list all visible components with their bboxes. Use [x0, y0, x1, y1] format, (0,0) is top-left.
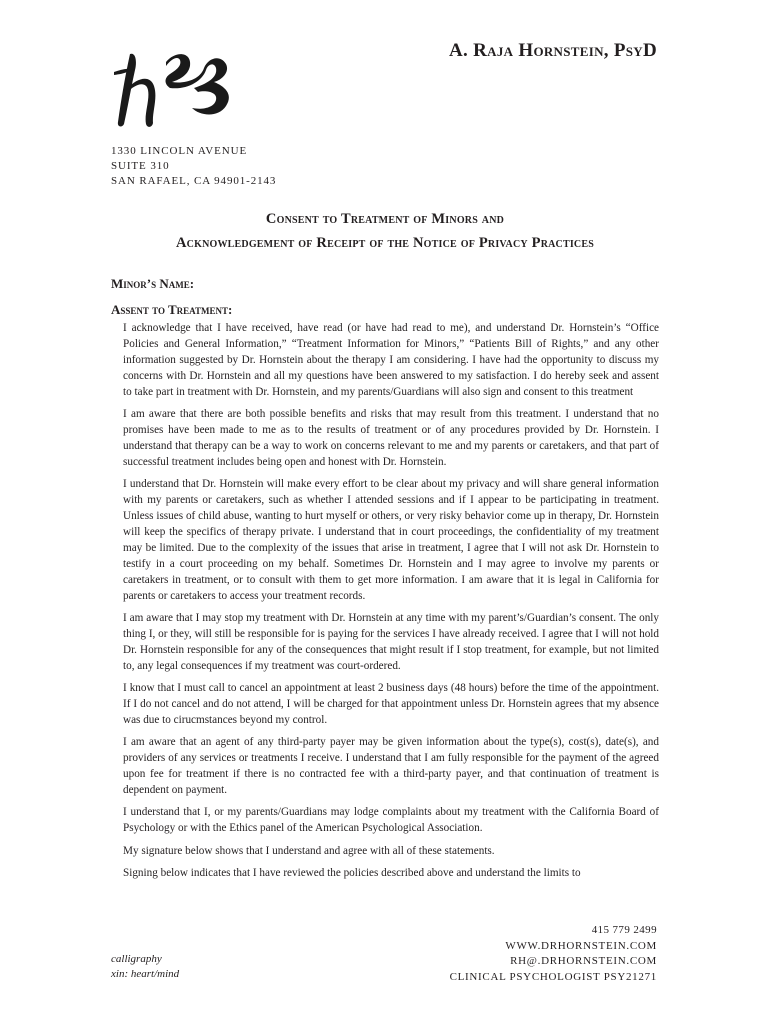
calligraphy-meaning: xin: heart/mind: [111, 968, 180, 980]
email: RH@.DRHORNSTEIN.COM: [510, 955, 657, 967]
website: WWW.DRHORNSTEIN.COM: [505, 939, 657, 952]
assent-heading: Assent to Treatment:: [111, 302, 233, 317]
calligraphy-caption: [111, 952, 179, 982]
address-street: 1330 LINCOLN AVENUE: [111, 145, 248, 157]
paragraph-acknowledgement: I acknowledge that I have received, have read (or have had read to me), and understand Dr. Hornstein’s “Office Policies and General Information,” “Treatment Information for Minors,” “Patients Bill of Rights,” and any other information suggested by Dr. Hornstein about the therapy I am considering. I have had the opportunity to discuss my concerns with Dr. Hornstein and all my questions have been answered to my satisfaction. I do hereby seek and assent to take part in treatment with Dr. Hornstein, and my parents/Guardians will also sign and consent to this treatment: [123, 322, 659, 398]
title-line-1: Consent to Treatment of Minors and: [265, 211, 505, 227]
contact-info: [450, 923, 657, 985]
calligraphy-label: calligraphy: [111, 953, 162, 965]
practice-address: [111, 144, 276, 189]
consent-body: [123, 321, 659, 889]
paragraph-stopping-treatment: I am aware that I may stop my treatment with Dr. Hornstein at any time with my parent’s/Guardian’s consent. The only thing I, or they, will still be responsible for is paying for the services I have already received. I agree that I will not hold Dr. Hornstein responsible for any of the consequences that might result if I stop treatment, for example, but not limited to, any legal consequences if my treatment was court-ordered.: [123, 611, 659, 672]
paragraph-third-party-payer: I am aware that an agent of any third-party payer may be given information about the type(s), cost(s), date(s), and providers of any services or treatments I receive. I understand that I am fully responsible for the payment of the agreed upon fee for treatment if there is no contracted fee with a third-party payer, and that continuation of treatment is dependent on payment.: [123, 736, 659, 796]
minor-name-label: Minor’s Name:: [111, 276, 195, 291]
provider-name: A. Raja Hornstein, PsyD: [449, 40, 657, 61]
paragraph-cancellation: I know that I must call to cancel an appointment at least 2 business days (48 hours) before the time of the appointment. If I do not cancel and do not attend, I will be charged for that appointment unless Dr. Hornstein agrees that my absence was due to cirucmstances beyond my control.: [123, 682, 659, 726]
document-title: [0, 207, 770, 255]
paragraph-signature-statement: My signature below shows that I understand and agree with all of these statements.: [123, 844, 495, 857]
address-suite: SUITE 310: [111, 160, 170, 172]
paragraph-privacy: I understand that Dr. Hornstein will make every effort to be clear about my privacy and will share general information with my parents or caretakers, such as whether I attended sessions and if I appear to be participating in treatment. Unless issues of child abuse, wanting to hurt myself or others, or very risky behavior come up in therapy, Dr. Hornstein will keep the specifics of therapy private. I understand that in court proceedings, the confidentiality of my treatment may be limited. Due to the complexity of the issues that arise in treatment, I agree that I will not ask Dr. Hornstein to testify in a court proceeding on my behalf. Sometimes Dr. Hornstein and I may agree to involve my parents or caretakers in treatment, or to consult with them to get more information. I am aware that it is legal in California for parents or caretakers to access your treatment records.: [123, 478, 659, 602]
phone-number: 415 779 2499: [591, 924, 657, 936]
title-line-2: Acknowledgement of Receipt of the Notice of Privacy Practices: [176, 235, 594, 251]
license-credential: CLINICAL PSYCHOLOGIST PSY21271: [449, 970, 657, 983]
paragraph-complaints: I understand that I, or my parents/Guardians may lodge complaints about my treatment with the California Board of Psychology or with the Ethics panel of the American Psychological Association.: [123, 806, 659, 835]
address-city: SAN RAFAEL, CA 94901-2143: [111, 175, 277, 187]
calligraphy-logo: [108, 44, 244, 130]
paragraph-risks: I am aware that there are both possible benefits and risks that may result from this treatment. I understand that no promises have been made to me as to the results of treatment or of any procedures provided by Dr. Hornstein. I understand that therapy can be a way to work on concerns relevant to me and my parents or caretakers, and that part of successful treatment includes being open and honest with Dr. Hornstein.: [123, 408, 659, 468]
paragraph-signing-below: Signing below indicates that I have reviewed the policies described above and understand the limits to: [123, 867, 581, 880]
